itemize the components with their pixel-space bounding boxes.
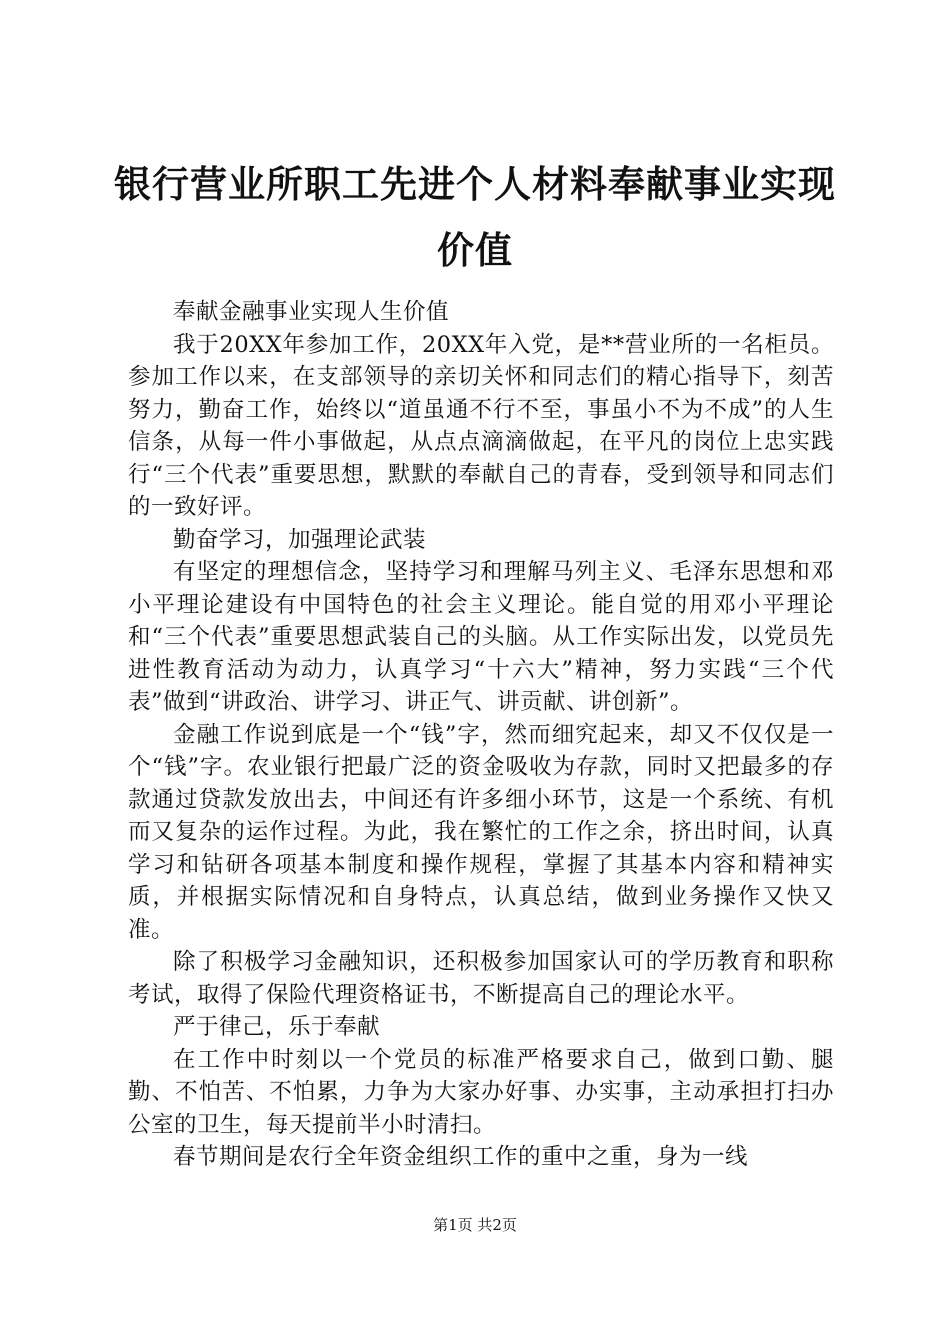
body-paragraph: 金融工作说到底是一个“钱”字，然而细究起来，却又不仅仅是一个“钱”字。农业银行把最广泛的资金吸收为存款，同时又把最多的存款通过贷款发放出去，中间还有许多细小环节，这是一个系统、有机而又复杂的运作过程。为此，我在繁忙的工作之余，挤出时间，认真学习和钻研各项基本制度和操作规程，掌握了其基本内容和精神实质，并根据实际情况和自身特点，认真总结，做到业务操作又快又准。 xyxy=(128,721,834,943)
page-number-footer: 第1页 共2页 xyxy=(433,1216,517,1234)
body-paragraph: 有坚定的理想信念，坚持学习和理解马列主义、毛泽东思想和邓小平理论建设有中国特色的社会主义理论。能自觉的用邓小平理论和“三个代表”重要思想武装自己的头脑。从工作实际出发，以党员先进性教育活动为动力，认真学习“十六大”精神，努力实践“三个代表”做到“讲政治、讲学习、讲正气、讲贡献、讲创新”。 xyxy=(128,559,834,715)
body-paragraph: 春节期间是农行全年资金组织工作的重中之重，身为一线 xyxy=(173,1144,749,1170)
section-heading: 奉献金融事业实现人生价值 xyxy=(173,299,450,325)
section-heading: 严于律己，乐于奉献 xyxy=(173,1014,381,1040)
document-body xyxy=(128,296,834,1174)
document-title: 银行营业所职工先进个人材料奉献事业实现价值 xyxy=(114,163,836,272)
body-paragraph: 我于20XX年参加工作，20XX年入党，是**营业所的一名柜员。参加工作以来，在支部领导的亲切关怀和同志们的精心指导下，刻苦努力，勤奋工作，始终以“道虽通不行不至，事虽小不为不成”的人生信条，从每一件小事做起，从点点滴滴做起，在平凡的岗位上忠实践行“三个代表”重要思想，默默的奉献自己的青春，受到领导和同志们的一致好评。 xyxy=(128,331,834,520)
body-paragraph: 在工作中时刻以一个党员的标准严格要求自己，做到口勤、腿勤、不怕苦、不怕累，力争为大家办好事、办实事，主动承担打扫办公室的卫生，每天提前半小时清扫。 xyxy=(128,1046,834,1138)
body-paragraph: 除了积极学习金融知识，还积极参加国家认可的学历教育和职称考试，取得了保险代理资格证书，不断提高自己的理论水平。 xyxy=(128,949,834,1008)
section-heading: 勤奋学习，加强理论武装 xyxy=(173,526,427,553)
